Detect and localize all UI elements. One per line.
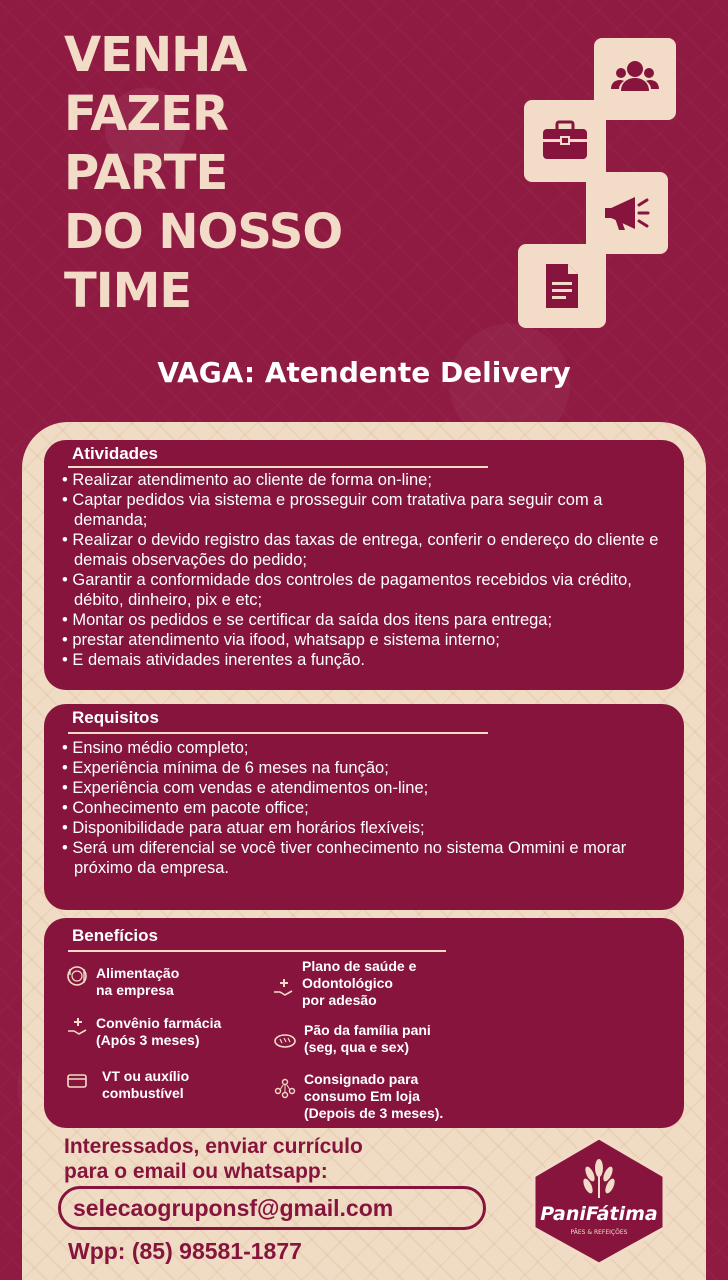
- benefit-item: [274, 1022, 431, 1056]
- people-network-icon: [274, 1077, 296, 1099]
- benefit-item: [272, 958, 416, 1009]
- list-item: • Experiência mínima de 6 meses na função;: [62, 758, 670, 778]
- megaphone-icon: [586, 172, 668, 254]
- list-item: • Montar os pedidos e se certificar da saída dos itens para entrega;: [62, 610, 670, 630]
- job-title: VAGA: Atendente Delivery: [157, 356, 571, 389]
- headline: [64, 26, 342, 321]
- headline-line: VENHA: [64, 27, 247, 83]
- briefcase-icon: [524, 100, 606, 182]
- activities-list: [62, 470, 670, 670]
- list-item: • Experiência com vendas e atendimentos on-line;: [62, 778, 670, 798]
- benefit-label: Plano de saúde e Odontológico por adesão: [302, 958, 417, 1008]
- email-link[interactable]: selecaogruponsf@gmail.com: [58, 1186, 486, 1230]
- activities-title: Atividades: [72, 444, 158, 463]
- logo-name: PaniFátima: [540, 1203, 658, 1225]
- requirements-title: Requisitos: [72, 708, 159, 727]
- meal-icon: [66, 965, 88, 987]
- list-item: • Realizar atendimento ao cliente de forma on-line;: [62, 470, 670, 490]
- health-hand-icon: [272, 976, 294, 998]
- title-divider: [68, 732, 488, 734]
- briefcase-icon-svg: [539, 115, 591, 167]
- team-icon-svg: [609, 53, 661, 105]
- whatsapp-number[interactable]: Wpp: (85) 98581-1877: [68, 1238, 302, 1264]
- benefit-label: Consignado para consumo Em loja (Depois de 3 meses).: [304, 1071, 444, 1121]
- list-item: • Disponibilidade para atuar em horários flexíveis;: [62, 818, 670, 838]
- document-icon: [518, 244, 606, 328]
- list-item: • Ensino médio completo;: [62, 738, 670, 758]
- headline-line: FAZER: [64, 86, 228, 142]
- benefit-item: [66, 965, 179, 999]
- logo-tagline: PÃES & REFEIÇÕES: [570, 1229, 628, 1236]
- panifatima-logo: [524, 1132, 674, 1268]
- title-divider: [68, 466, 488, 468]
- benefit-label: VT ou auxílio combustível: [102, 1068, 190, 1101]
- benefits-title: Benefícios: [72, 926, 158, 945]
- benefit-label: Pão da família pani (seg, qua e sex): [304, 1022, 431, 1055]
- megaphone-icon-svg: [601, 187, 653, 239]
- headline-line: PARTE: [64, 145, 228, 201]
- pharmacy-hand-icon: [66, 1015, 88, 1037]
- activities-card: [44, 440, 684, 690]
- benefit-label: Convênio farmácia (Após 3 meses): [96, 1015, 222, 1048]
- list-item: • Captar pedidos via sistema e prosseguir com tratativa para seguir com a demanda;: [62, 490, 670, 530]
- title-divider: [68, 950, 446, 952]
- benefit-item: [66, 1015, 221, 1049]
- list-item: • prestar atendimento via ifood, whatsapp e sistema interno;: [62, 630, 670, 650]
- benefit-item: [66, 1068, 189, 1102]
- document-icon-svg: [536, 260, 588, 312]
- benefit-label: Alimentação na empresa: [96, 965, 180, 998]
- cta-line: para o email ou whatsapp:: [64, 1160, 328, 1183]
- card-icon: [66, 1070, 88, 1092]
- headline-line: DO NOSSO: [64, 204, 343, 260]
- cta-text: [64, 1134, 363, 1184]
- cta-line: Interessados, enviar currículo: [64, 1135, 363, 1158]
- headline-line: TIME: [64, 263, 192, 319]
- list-item: • Conhecimento em pacote office;: [62, 798, 670, 818]
- list-item: • Realizar o devido registro das taxas de entrega, conferir o endereço do cliente e demais observações do pedido;: [62, 530, 670, 570]
- requirements-card: [44, 704, 684, 910]
- requirements-list: [62, 738, 670, 878]
- bread-icon: [274, 1030, 296, 1052]
- list-item: • E demais atividades inerentes a função.: [62, 650, 670, 670]
- benefit-item: [274, 1071, 443, 1122]
- team-icon: [594, 38, 676, 120]
- list-item: • Será um diferencial se você tiver conhecimento no sistema Ommini e morar próximo da empresa.: [62, 838, 670, 878]
- list-item: • Garantir a conformidade dos controles de pagamentos recebidos via crédito, débito, dinheiro, pix e etc;: [62, 570, 670, 610]
